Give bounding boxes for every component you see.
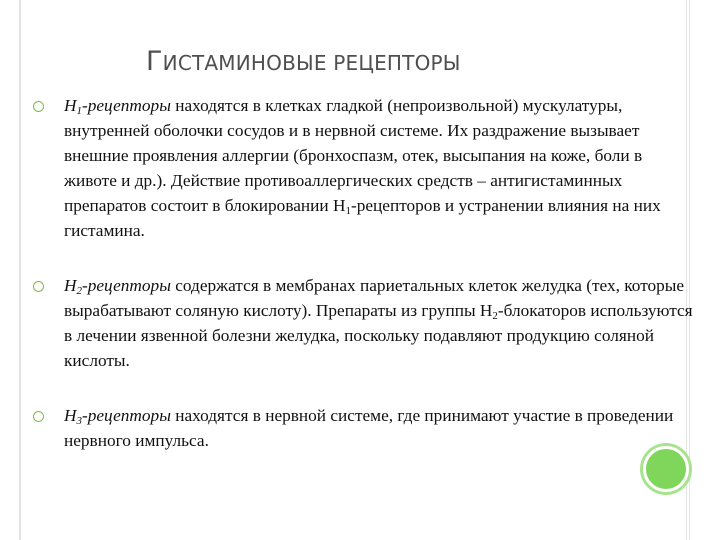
term-letter: H bbox=[64, 96, 77, 115]
term-h2 bbox=[64, 276, 171, 295]
decorative-green-circle-icon bbox=[643, 446, 689, 492]
slide-title bbox=[146, 40, 461, 78]
bullet-circle-icon bbox=[33, 411, 44, 422]
title-initial: Г bbox=[146, 46, 163, 77]
term-letter: H bbox=[64, 406, 77, 425]
bullet-circle-icon bbox=[33, 281, 44, 292]
term-subscript: 3 bbox=[76, 415, 82, 427]
title-rest: ИСТАМИНОВЫЕ РЕЦЕПТОРЫ bbox=[162, 51, 461, 75]
bullet-text-end: -блокаторов используются в лечении язвенной болезни желудка, поскольку подавляют продукцию соляной кислоты. bbox=[64, 301, 693, 370]
left-border-line bbox=[19, 0, 21, 540]
bullet-text: находятся в клетках гладкой (непроизвольной) мускулатуры, внутренней оболочки сосудов и в нервной системе. Их раздражение вызывает внешние проявления аллергии (бронхоспазм, отек, высыпания на коже, боли в животе и др.). Действие противоаллергических средств – антигистаминных препаратов состоит в блокировании Н bbox=[64, 96, 643, 215]
term-h3 bbox=[64, 406, 171, 425]
bullet-text: находятся в нервной системе, где принимают участие в проведении нервного импульса. bbox=[64, 406, 674, 450]
term-subscript: 1 bbox=[76, 105, 82, 117]
inline-subscript: 1 bbox=[345, 205, 351, 217]
term-h1 bbox=[64, 96, 171, 115]
bullet-text: содержатся в мембранах париетальных клеток желудка (тех, которые вырабатывают соляную кислоту). Препараты из группы Н bbox=[64, 276, 685, 320]
inline-subscript: 2 bbox=[492, 310, 498, 322]
term-suffix: -рецепторы bbox=[81, 96, 171, 115]
bullet-circle-icon bbox=[33, 101, 44, 112]
term-subscript: 2 bbox=[76, 285, 82, 297]
bullet-h2-receptors bbox=[64, 273, 694, 373]
term-letter: H bbox=[64, 276, 77, 295]
bullet-h1-receptors bbox=[64, 93, 694, 243]
bullet-h3-receptors bbox=[64, 403, 694, 453]
right-border-line-inner bbox=[689, 0, 690, 540]
bullet-text-end: -рецепторов и устранении влияния на них гистамина. bbox=[64, 196, 661, 240]
term-suffix: -рецепторы bbox=[81, 406, 171, 425]
term-suffix: -рецепторы bbox=[81, 276, 171, 295]
